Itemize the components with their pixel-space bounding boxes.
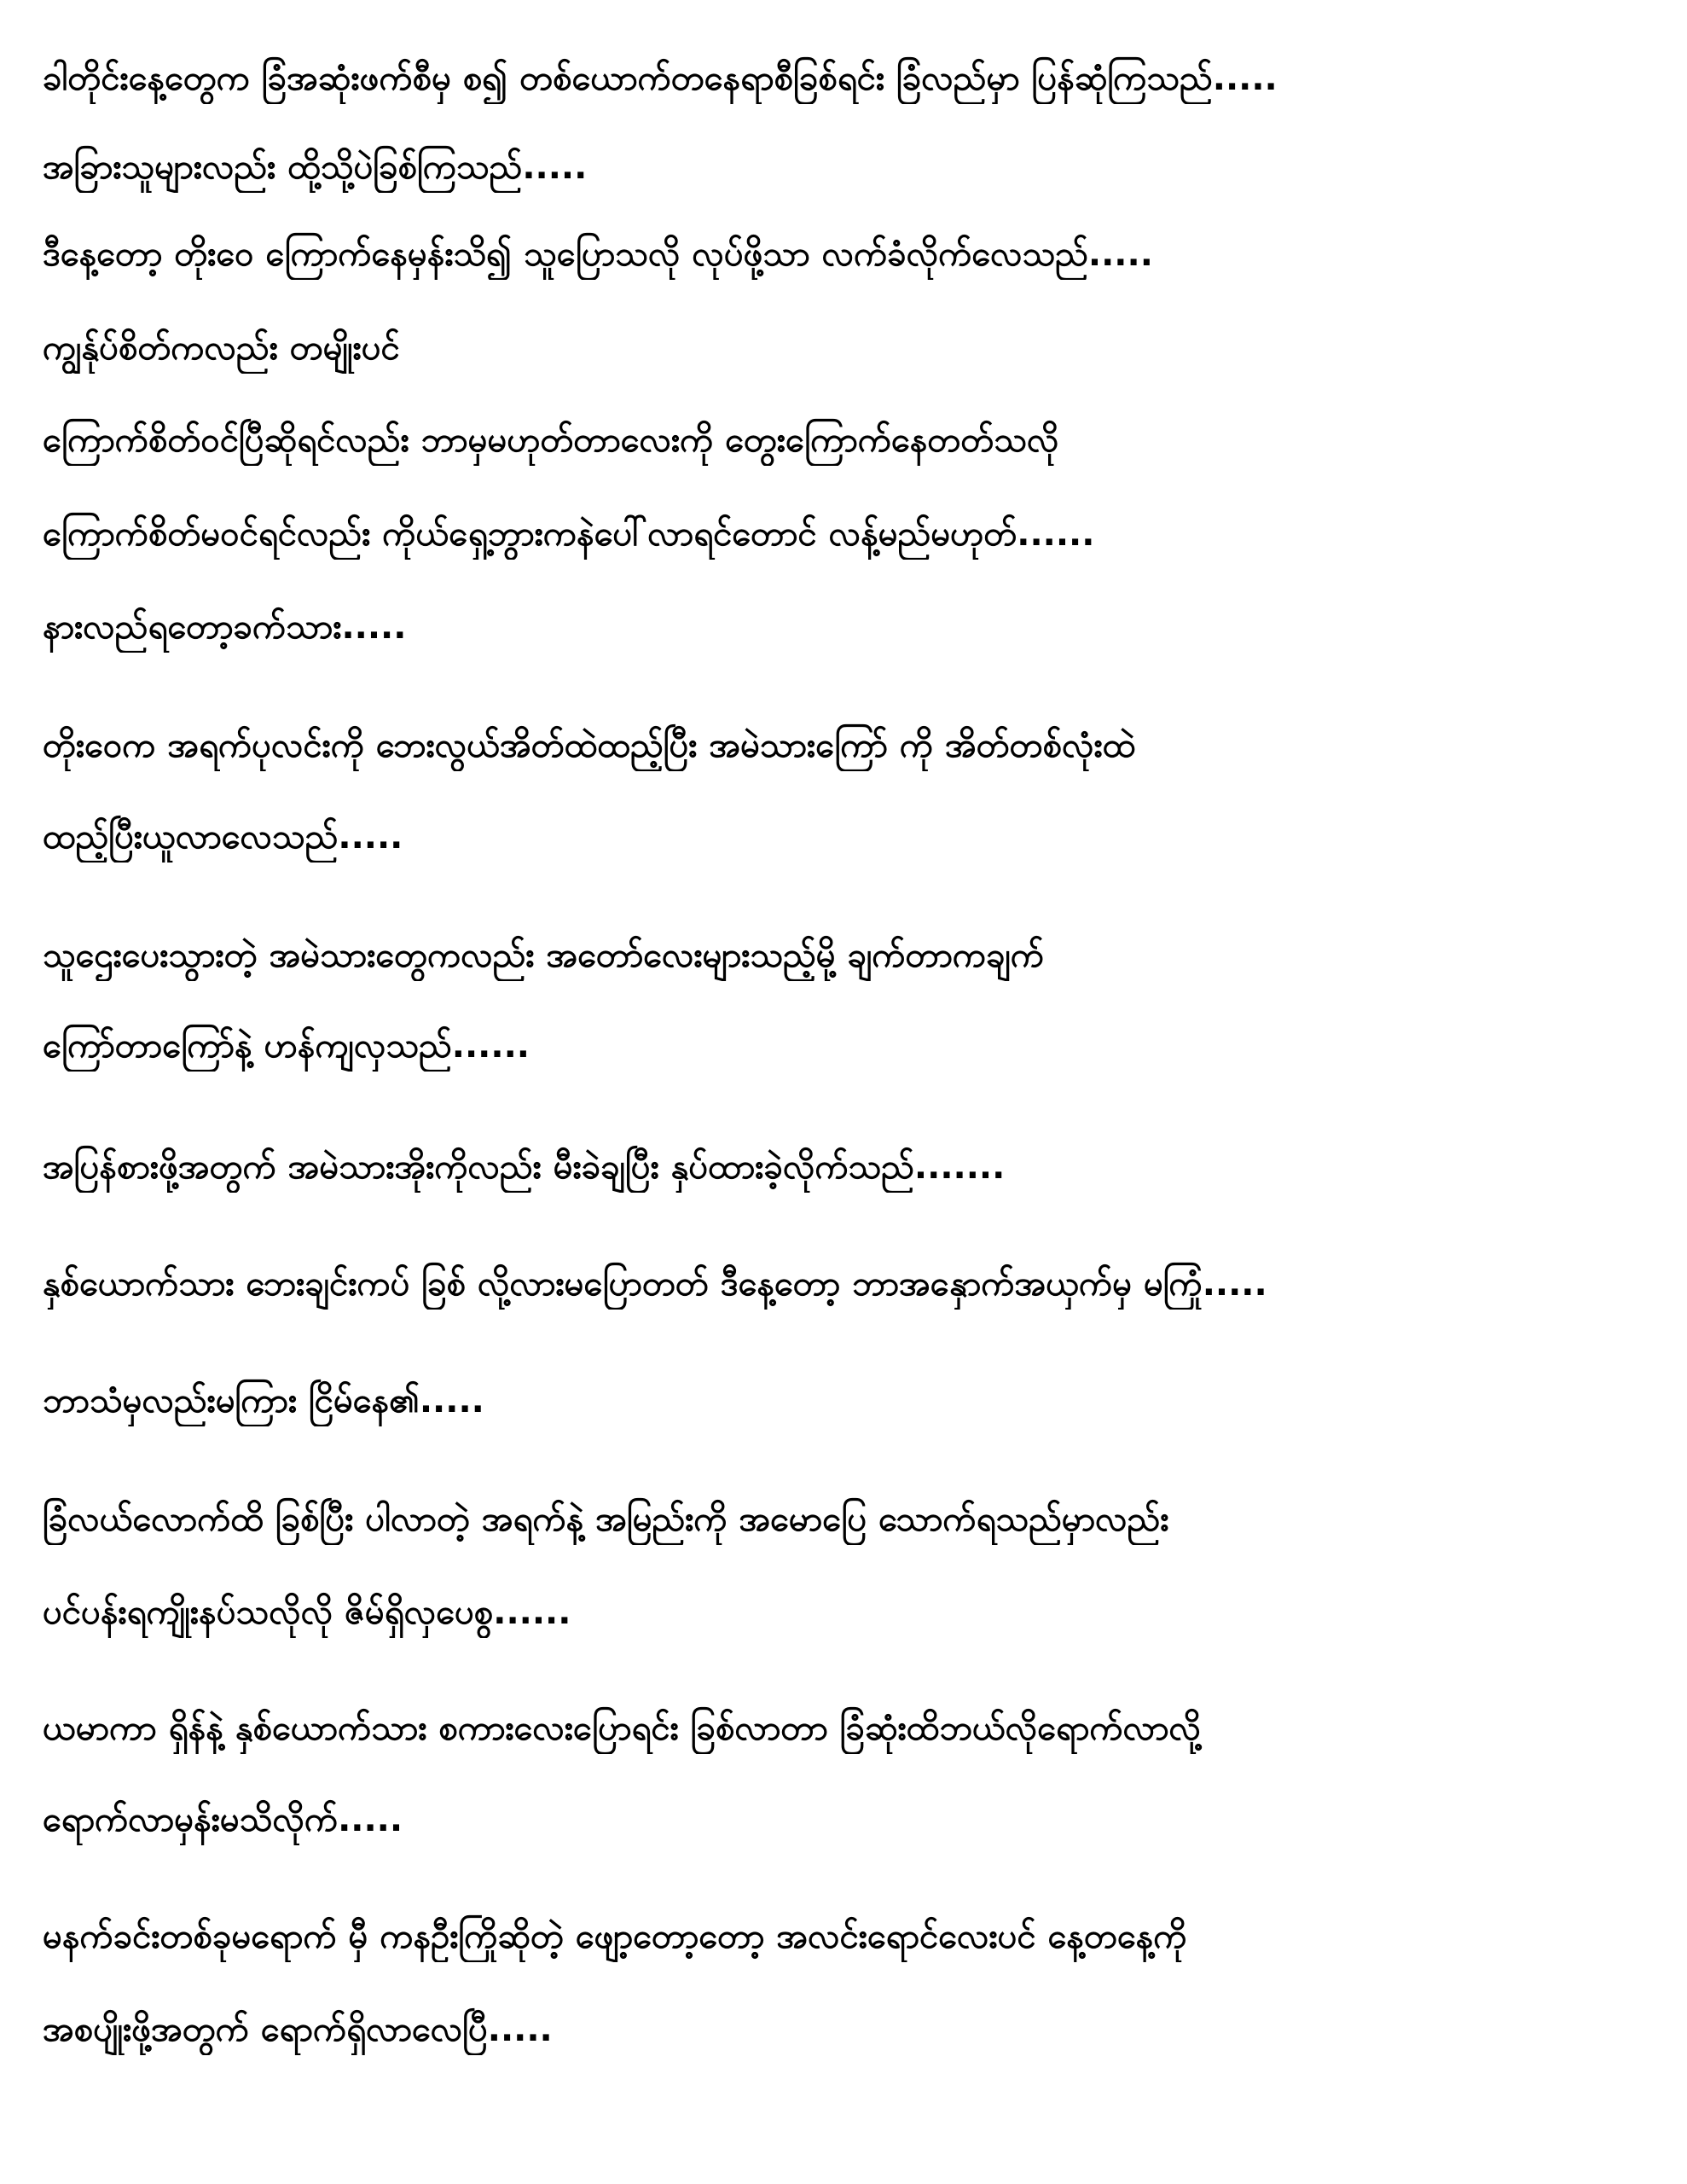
text-line: ရောက်လာမှန်းမသိလိုက်..... [43,1800,403,1839]
text-line: သူဌေးပေးသွားတဲ့ အမဲသားတွေကလည်း အတော်လေးများသည့်မို့ ချက်တာကချက် [43,936,1045,975]
text-line: ဘာသံမှလည်းမကြား ငြိမ်နေ၏..... [43,1381,484,1420]
text-line: အစပျိုးဖို့အတွက် ရောက်ရှိလာလေပြီ..... [43,2010,553,2049]
text-line: ထည့်ပြီးယူလာလေသည်..... [43,817,403,857]
text-line: နားလည်ရတော့ခက်သား..... [43,607,407,647]
text-line: ကျွန်ုပ်စိတ်ကလည်း တမျိုးပင် [43,328,400,368]
text-line: ခြံလယ်လောက်ထိ ခြစ်ပြီး ပါလာတဲ့ အရက်နဲ့ အမြည်းကို အမောပြေ သောက်ရသည်မှာလည်း [43,1500,1169,1539]
text-line: အပြန်စားဖို့အတွက် အမဲသားအိုးကိုလည်း မီးခဲချပြီး နှပ်ထားခဲ့လိုက်သည်....... [43,1147,1006,1187]
text-line: ကြော်တာကြော်နဲ့ ဟန်ကျလှသည်...... [43,1026,530,1066]
text-line: ကြောက်စိတ်ဝင်ပြီဆိုရင်လည်း ဘာမှမဟုတ်တာလေးကို တွေးကြောက်နေတတ်သလို [43,421,1059,460]
text-line: ယမာကာ ရှိန်နဲ့ နှစ်ယောက်သား စကားလေးပြောရင်း ခြစ်လာတာ ခြံဆုံးထိဘယ်လိုရောက်လာလို့ [43,1709,1202,1748]
text-line: အခြားသူများလည်း ထို့သို့ပဲခြစ်ကြသည်..... [43,148,588,187]
text-line: ပင်ပန်းရကျိုးနပ်သလိုလို ဇိမ်ရှိလှပေစွ...... [43,1593,571,1632]
text-line: ခါတိုင်းနေ့တွေက ခြံအဆုံးဖက်စီမှ စ၍ တစ်ယောက်တနေရာစီခြစ်ရင်း ခြံလည်မှာ ပြန်ဆုံကြသည်..... [43,59,1278,98]
text-line: နှစ်ယောက်သား ဘေးချင်းကပ် ခြစ် လို့လားမပြောတတ် ဒီနေ့တော့ ဘာအနှောက်အယှက်မှ မကြုံ..... [43,1264,1267,1304]
text-line: ဒီနေ့တော့ တိုးဝေ ကြောက်နေမှန်းသိ၍ သူပြောသလို လုပ်ဖို့သာ လက်ခံလိုက်လေသည်..... [43,235,1153,274]
text-line: မနက်ခင်းတစ်ခုမရောက် မှီ ကနဦးကြိုဆိုတဲ့ ဖျော့တော့တော့ အလင်းရောင်လေးပင် နေ့တနေ့ကို [43,1917,1187,1956]
text-line: တိုးဝေက အရက်ပုလင်းကို ဘေးလွယ်အိတ်ထဲထည့်ပြီး အမဲသားကြော် ကို အိတ်တစ်လုံးထဲ [43,726,1136,765]
text-line: ကြောက်စိတ်မဝင်ရင်လည်း ကိုယ်ရှေ့ဘွားကနဲပေါ်လာရင်တောင် လန့်မည်မဟုတ်...... [43,514,1095,554]
